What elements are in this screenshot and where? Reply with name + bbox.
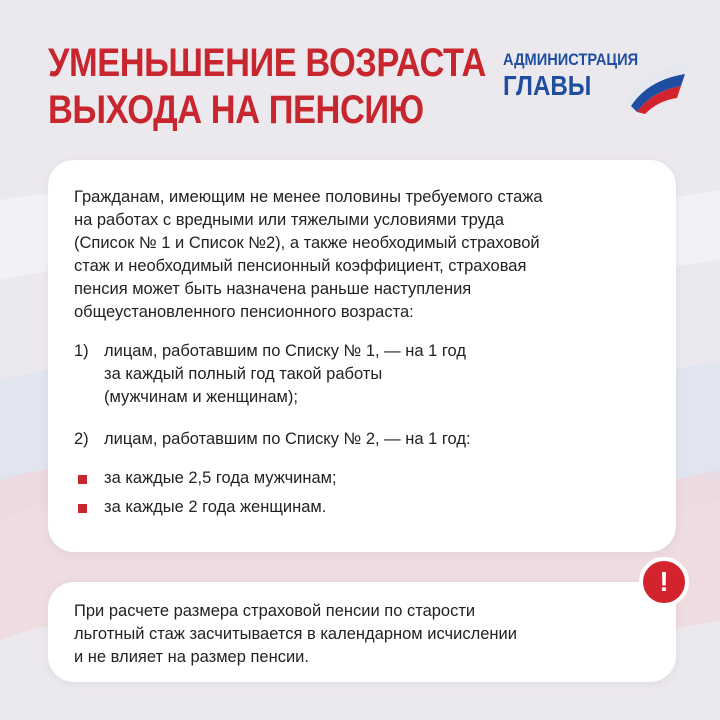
exclamation-icon: !	[639, 557, 689, 607]
list-item-line: (мужчинам и женщинам);	[104, 388, 298, 406]
list-item-line: лицам, работавшим по Списку № 1, — на 1 год	[104, 342, 466, 360]
bullet-text: за каждые 2 года женщинам.	[104, 498, 327, 516]
list-item-body	[104, 340, 644, 409]
bullet-text: за каждые 2,5 года мужчинам;	[104, 469, 337, 487]
logo	[503, 50, 693, 110]
logo-text-top: АДМИНИСТРАЦИЯ	[503, 50, 639, 69]
bullet-square-icon	[78, 475, 87, 484]
title-line-2: ВЫХОДА НА ПЕНСИЮ	[48, 88, 424, 132]
list-item-number: 2)	[74, 430, 89, 448]
list-item-line: за каждый полный год такой работы	[104, 365, 383, 383]
intro-line: стаж и необходимый пенсионный коэффициент, страховая	[74, 257, 527, 275]
note-line: При расчете размера страховой пенсии по старости	[74, 602, 476, 620]
note-line: льготный стаж засчитывается в календарном исчислении	[74, 625, 517, 643]
intro-line: общеустановленного пенсионного возраста:	[74, 303, 414, 321]
intro-line: (Список № 1 и Список №2), а также необходимый страховой	[74, 234, 540, 252]
intro-paragraph	[74, 186, 654, 324]
note-card	[48, 582, 676, 682]
logo-text-bottom: ГЛАВЫ	[503, 70, 592, 101]
note-paragraph	[74, 600, 654, 669]
title-line-1: УМЕНЬШЕНИЕ ВОЗРАСТА	[48, 41, 486, 85]
bullet-square-icon	[78, 504, 87, 513]
note-line: и не влияет на размер пенсии.	[74, 648, 309, 666]
list-item-number: 1)	[74, 342, 89, 360]
main-card	[48, 160, 676, 552]
list-item-body: лицам, работавшим по Списку № 2, — на 1 год:	[104, 430, 471, 448]
intro-line: пенсия может быть назначена раньше наступления	[74, 280, 472, 298]
intro-line: на работах с вредными или тяжелыми условиями труда	[74, 211, 505, 229]
intro-line: Гражданам, имеющим не менее половины требуемого стажа	[74, 188, 543, 206]
page-title	[48, 40, 486, 134]
flag-icon	[615, 58, 693, 114]
